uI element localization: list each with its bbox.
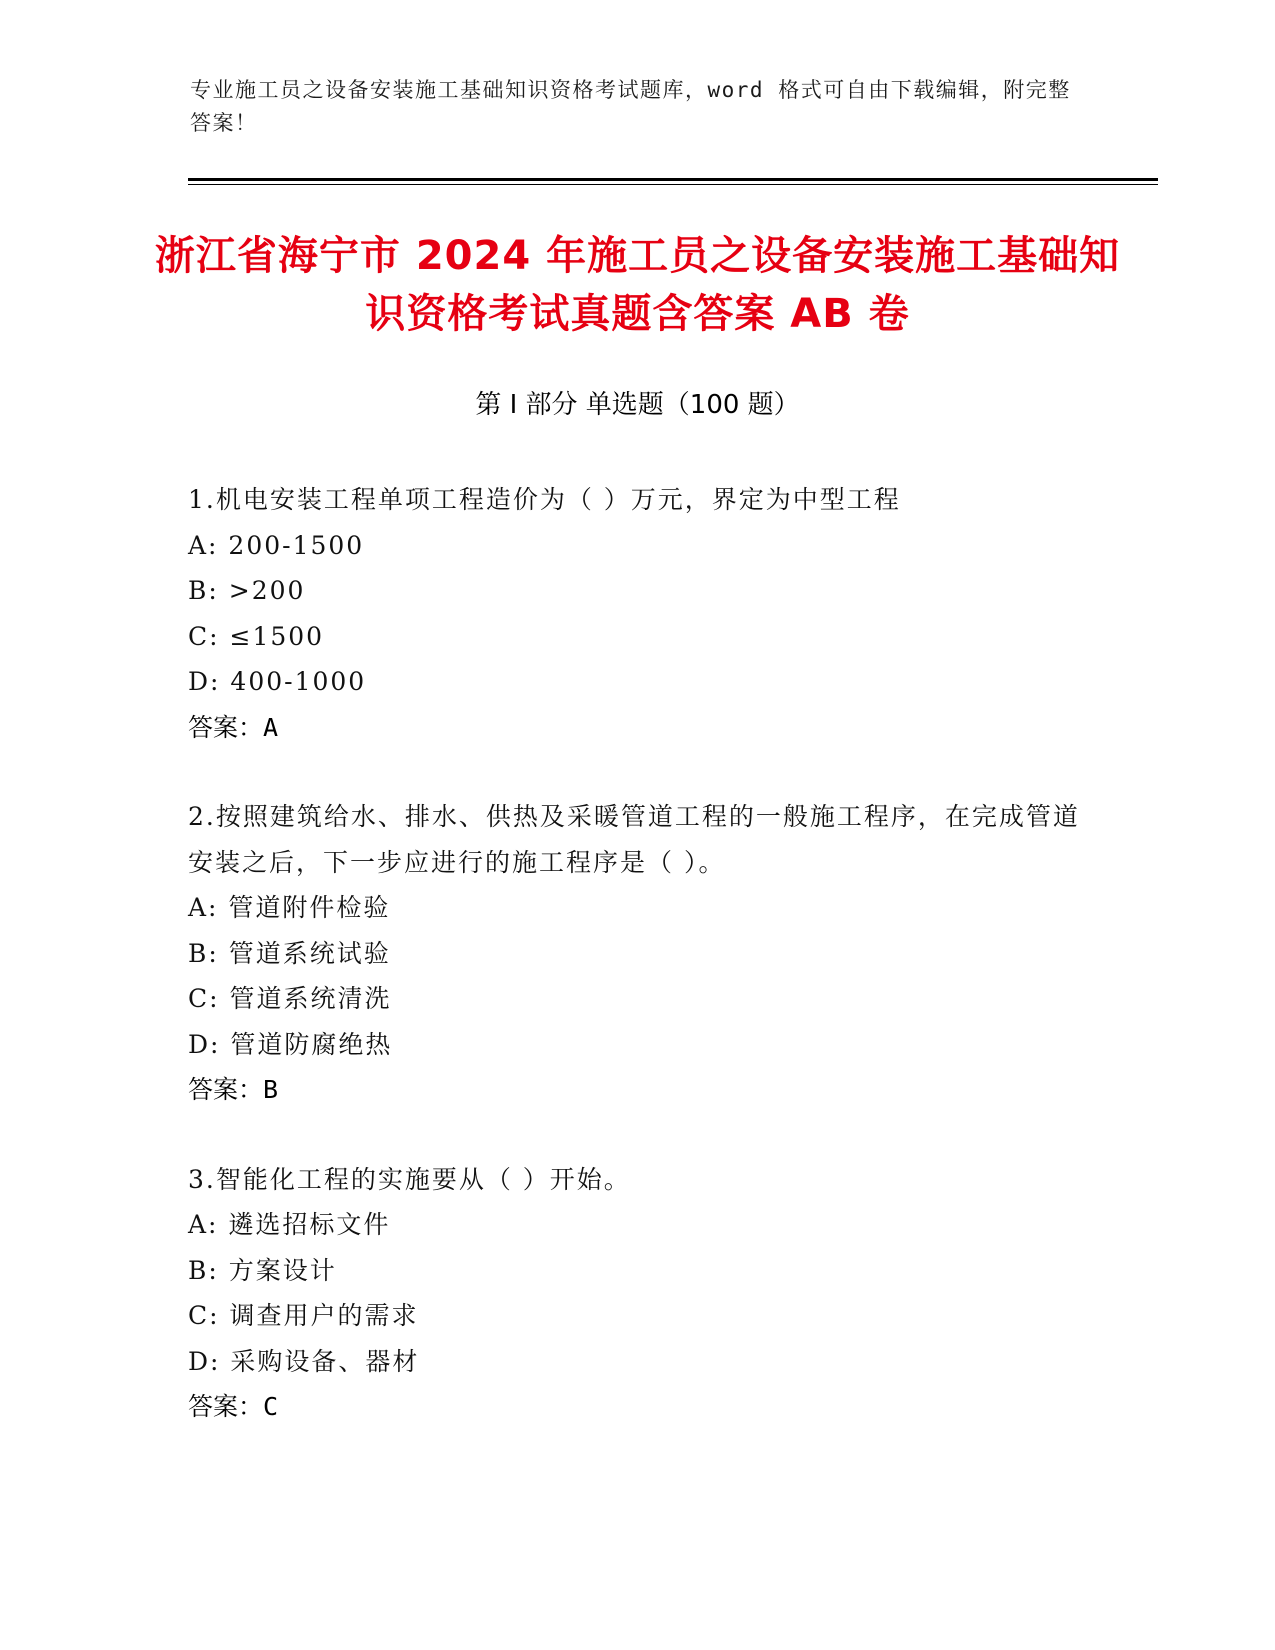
answer-line <box>188 705 1088 751</box>
header-divider-thin <box>188 184 1158 185</box>
answer-value: B <box>263 1075 279 1104</box>
answer-value: A <box>263 712 279 742</box>
answer-line <box>188 1384 1088 1430</box>
question-stem: 2.按照建筑给水、排水、供热及采暖管道工程的一般施工程序，在完成管道安装之后，下一步应进行的施工程序是（ ）。 <box>188 802 1080 877</box>
document-title: 浙江省海宁市 2024 年施工员之设备安装施工基础知识资格考试真题含答案 AB 卷 <box>154 233 1121 337</box>
question-2 <box>188 794 1088 1113</box>
option-d: D: 管道防腐绝热 <box>188 1029 393 1059</box>
option-a: A: 遴选招标文件 <box>188 1210 391 1239</box>
answer-value: C <box>263 1392 279 1421</box>
question-stem: 1.机电安装工程单项工程造价为（ ）万元，界定为中型工程 <box>188 485 901 514</box>
answer-line <box>188 1067 1088 1113</box>
option-d: D: 400-1000 <box>188 667 367 696</box>
option-c: C: 管道系统清洗 <box>188 984 392 1013</box>
answer-label: 答案： <box>188 1392 264 1421</box>
option-a: A: 管道附件检验 <box>188 893 391 922</box>
question-stem: 3.智能化工程的实施要从（ ）开始。 <box>188 1164 631 1194</box>
option-c: C: 调查用户的需求 <box>188 1301 419 1330</box>
header-note: 专业施工员之设备安装施工基础知识资格考试题库，word 格式可自由下载编辑，附完整答案！ <box>190 78 1071 135</box>
question-list <box>188 477 1088 1474</box>
option-b: B: 管道系统试验 <box>188 938 391 968</box>
question-1 <box>188 477 1088 750</box>
option-d: D: 采购设备、器材 <box>188 1346 420 1376</box>
option-a: A: 200-1500 <box>188 530 365 560</box>
option-b: B: >200 <box>188 576 306 605</box>
option-b: B: 方案设计 <box>188 1255 337 1285</box>
option-c: C: ≤1500 <box>188 621 325 651</box>
answer-label: 答案： <box>188 1075 264 1104</box>
question-3 <box>188 1157 1088 1430</box>
answer-label: 答案： <box>188 712 264 742</box>
header-divider-thick <box>188 178 1158 181</box>
section-title: 第 I 部分 单选题（100 题） <box>475 390 800 420</box>
